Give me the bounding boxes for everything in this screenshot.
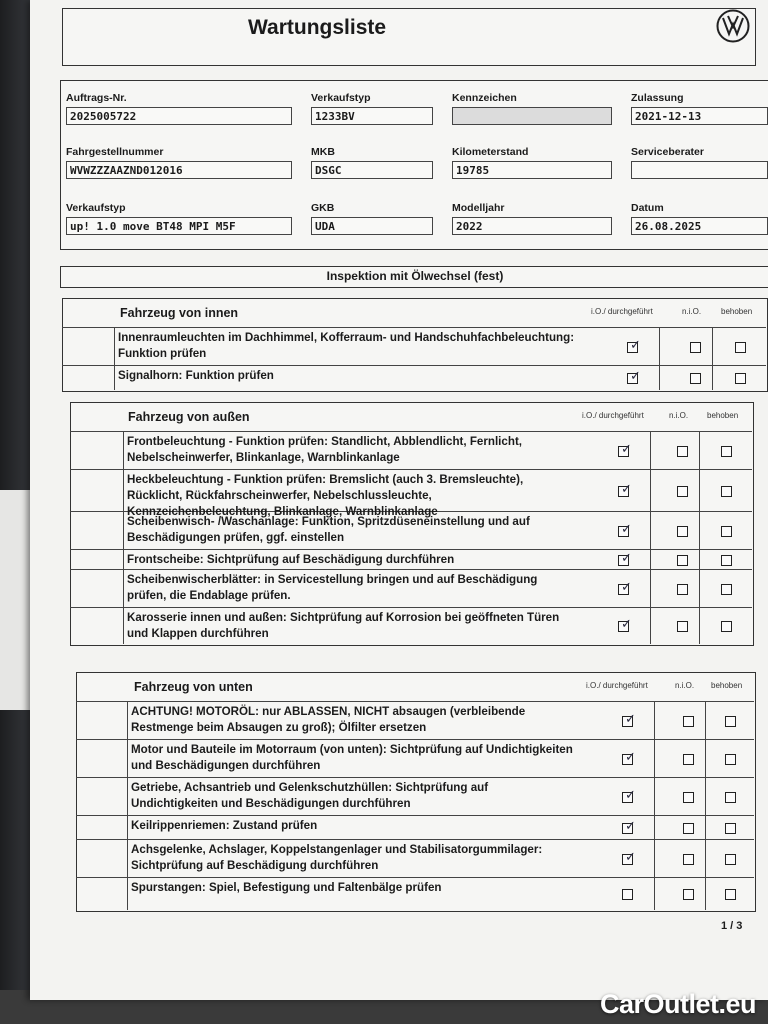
checklist-item-text: Motor und Bauteile im Motorraum (von unten): Sichtprüfung auf Undichtigkeiten und Beschädigungen durchführen [131,743,573,772]
column-header-behoben: behoben [707,411,739,420]
checkbox-behoben[interactable] [721,621,732,632]
checkbox-io[interactable] [618,526,629,537]
column-header-io: i.O./ durchgeführt [591,307,653,316]
field-label: Auftrags-Nr. [66,92,127,104]
checkbox-behoben[interactable] [725,823,736,834]
field-value: 2025005722 [66,107,292,125]
vw-logo-icon [716,9,750,43]
checkbox-io[interactable] [618,486,629,497]
column-header-nio: n.i.O. [669,411,689,420]
checklist-item-text: Heckbeleuchtung - Funktion prüfen: Bremslicht (auch 3. Bremsleuchte), Rücklicht, Rückfahrscheinwerfer, Nebelschlussleuchte, Kennzeichenbeleuchtung, Blinkanlage, Warnblinkanlage [127,473,524,518]
column-header-io: i.O./ durchgeführt [582,411,644,420]
checklist-item-text: Scheibenwischerblätter: in Servicestellung bringen und auf Beschädigung prüfen, die Endablage prüfen. [127,573,538,602]
field-value: WVWZZZAAZND012016 [66,161,292,179]
checkbox-nio[interactable] [683,716,694,727]
column-header-io: i.O./ durchgeführt [586,681,648,690]
section-title: Fahrzeug von unten [134,680,253,694]
checklist-item-text: Spurstangen: Spiel, Befestigung und Faltenbälge prüfen [131,881,442,894]
checkbox-io[interactable] [622,716,633,727]
field-label: Serviceberater [631,146,704,158]
checkbox-io[interactable] [627,373,638,384]
checklist-item-text: Frontscheibe: Sichtprüfung auf Beschädigung durchführen [127,553,455,566]
checkbox-nio[interactable] [677,486,688,497]
field-label: GKB [311,202,335,214]
checkbox-behoben[interactable] [725,754,736,765]
field-label: Kennzeichen [452,92,517,104]
field-value: up! 1.0 move BT48 MPI M5F [66,217,292,235]
column-header-behoben: behoben [711,681,743,690]
field-value [452,107,612,125]
checklist-item-text: Signalhorn: Funktion prüfen [118,369,274,382]
checkbox-nio[interactable] [677,446,688,457]
checkbox-behoben[interactable] [725,716,736,727]
checkbox-nio[interactable] [683,854,694,865]
field-label: Fahrgestellnummer [66,146,164,158]
checkbox-nio[interactable] [677,526,688,537]
checkbox-io[interactable] [618,555,629,566]
column-header-behoben: behoben [721,307,753,316]
page-number: 1 / 3 [721,920,743,932]
background-paper-fragment [0,490,30,710]
field-value: 19785 [452,161,612,179]
checkbox-nio[interactable] [677,555,688,566]
field-value: UDA [311,217,433,235]
field-value: 1233BV [311,107,433,125]
watermark: CarOutlet.eu [599,989,756,1019]
checkbox-io[interactable] [622,792,633,803]
inspection-title: Inspektion mit Ölwechsel (fest) [60,266,768,288]
section-title: Fahrzeug von innen [120,306,239,320]
checkbox-io[interactable] [622,889,633,900]
checklist-item-text: Frontbeleuchtung - Funktion prüfen: Standlicht, Abblendlicht, Fernlicht, Nebelscheinwerfer, Blinkanlage, Warnblinkanlage [127,435,523,464]
checklist-item-text: Getriebe, Achsantrieb und Gelenkschutzhüllen: Sichtprüfung auf Undichtigkeiten und Beschädigungen durchführen [131,781,489,810]
checklist-item-text: Keilrippenriemen: Zustand prüfen [131,819,318,832]
checkbox-behoben[interactable] [721,555,732,566]
field-value: 26.08.2025 [631,217,768,235]
checkbox-io[interactable] [622,854,633,865]
section-title: Fahrzeug von außen [128,410,250,424]
checkbox-io[interactable] [618,621,629,632]
field-value: DSGC [311,161,433,179]
field-label: Kilometerstand [452,146,529,158]
checklist-item-text: Innenraumleuchten im Dachhimmel, Kofferraum- und Handschuhfachbeleuchtung: Funktion prüfen [118,331,575,360]
checkbox-nio[interactable] [690,373,701,384]
checkbox-behoben[interactable] [735,373,746,384]
checkbox-nio[interactable] [677,584,688,595]
checkbox-behoben[interactable] [721,446,732,457]
checkbox-io[interactable] [622,754,633,765]
checkbox-behoben[interactable] [721,526,732,537]
checklist-item-text: ACHTUNG! MOTORÖL: nur ABLASSEN, NICHT absaugen (verbleibende Restmenge beim Absaugen zu groß); Ölfilter ersetzen [131,705,526,734]
checkbox-nio[interactable] [683,754,694,765]
field-value: 2021-12-13 [631,107,768,125]
checkbox-behoben[interactable] [735,342,746,353]
field-label: Verkaufstyp [66,202,126,214]
header-box [62,8,756,66]
checkbox-behoben[interactable] [725,854,736,865]
field-label: Datum [631,202,664,214]
checkbox-io[interactable] [627,342,638,353]
checklist-item-text: Scheibenwisch- /Waschanlage: Funktion, Spritzdüseneinstellung und auf Beschädigungen prüfen, ggf. einstellen [127,515,530,544]
checkbox-io[interactable] [622,823,633,834]
checkbox-behoben[interactable] [721,584,732,595]
field-label: Modelljahr [452,202,505,214]
checklist-item-text: Karosserie innen und außen: Sichtprüfung auf Korrosion bei geöffneten Türen und Klappen durchführen [127,611,560,640]
checkbox-io[interactable] [618,584,629,595]
checkbox-nio[interactable] [677,621,688,632]
checkbox-nio[interactable] [690,342,701,353]
checklist-item-text: Achsgelenke, Achslager, Koppelstangenlager und Stabilisatorgummilager: Sichtprüfung auf Beschädigung durchführen [131,843,543,872]
checkbox-behoben[interactable] [725,792,736,803]
field-label: Verkaufstyp [311,92,371,104]
background-edge [0,0,30,1024]
field-label: Zulassung [631,92,684,104]
page-title: Wartungsliste [248,16,387,39]
checkbox-nio[interactable] [683,823,694,834]
checkbox-io[interactable] [618,446,629,457]
checkbox-behoben[interactable] [725,889,736,900]
checkbox-nio[interactable] [683,889,694,900]
checkbox-nio[interactable] [683,792,694,803]
checkbox-behoben[interactable] [721,486,732,497]
column-header-nio: n.i.O. [675,681,695,690]
column-header-nio: n.i.O. [682,307,702,316]
field-value [631,161,768,179]
field-label: MKB [311,146,335,158]
field-value: 2022 [452,217,612,235]
